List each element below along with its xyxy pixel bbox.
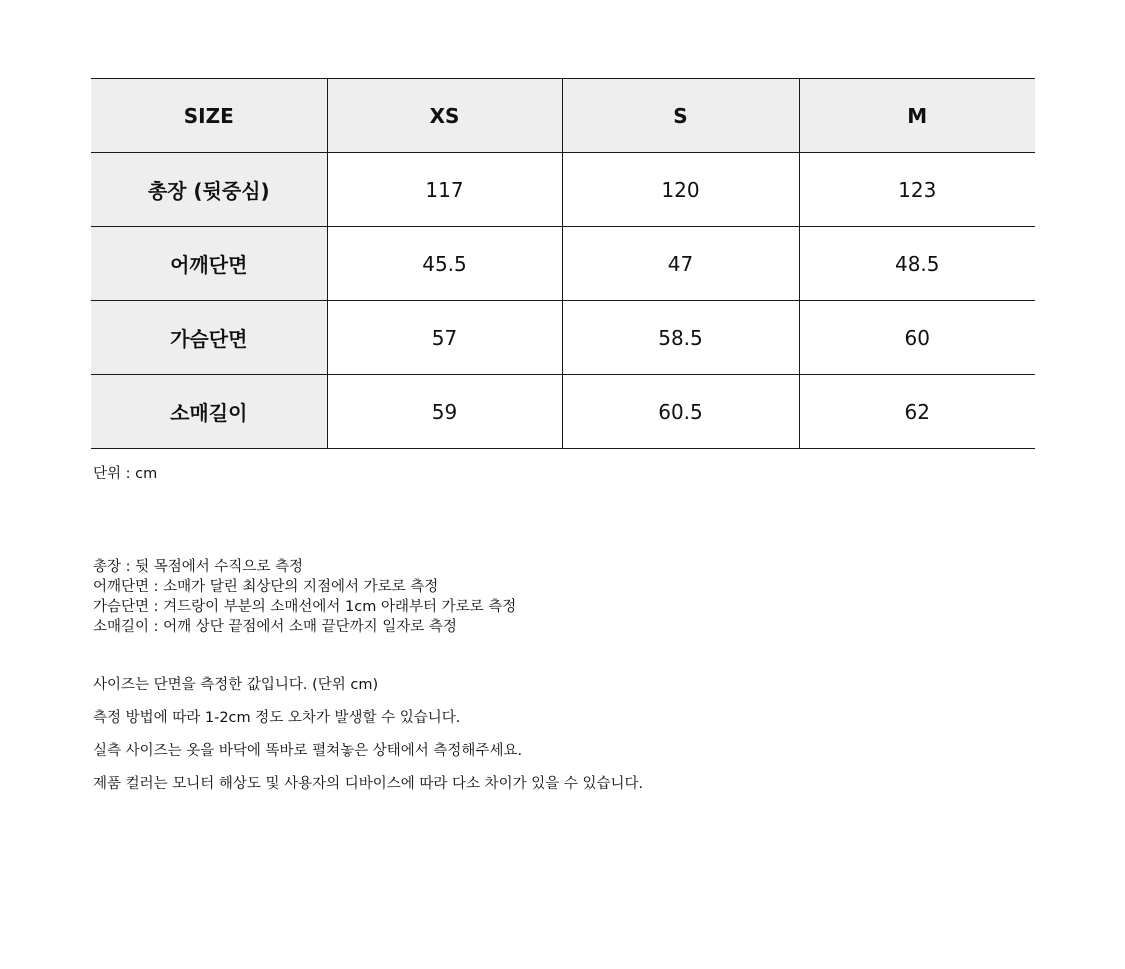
table-cell: 58.5 [562,301,799,375]
definition-item: 어깨단면 : 소매가 달린 최상단의 지점에서 가로로 측정 [93,579,439,595]
table-cell: 123 [799,153,1035,227]
table-cell: 60 [799,301,1035,375]
measurement-definitions [93,557,516,637]
table-cell: 60.5 [562,375,799,449]
table-row [91,227,1035,301]
table-cell: 57 [327,301,562,375]
note-item: 사이즈는 단면을 측정한 값입니다. (단위 cm) [93,677,379,693]
definition-item: 가슴단면 : 겨드랑이 부분의 소매선에서 1cm 아래부터 가로로 측정 [93,599,517,615]
row-label-chest-width: 가슴단면 [91,301,327,375]
table-cell: 45.5 [327,227,562,301]
table-cell: 47 [562,227,799,301]
row-label-total-length: 총장 (뒷중심) [91,153,327,227]
note-item: 실측 사이즈는 옷을 바닥에 똑바로 펼쳐놓은 상태에서 측정해주세요. [93,743,523,759]
note-item: 제품 컬러는 모니터 해상도 및 사용자의 디바이스에 따라 다소 차이가 있을 수 있습니다. [93,776,644,792]
header-size-s: S [562,79,799,153]
table-row [91,375,1035,449]
table-cell: 48.5 [799,227,1035,301]
definition-item: 소매길이 : 어깨 상단 끝점에서 소매 끝단까지 일자로 측정 [93,619,457,635]
table-row [91,301,1035,375]
table-cell: 117 [327,153,562,227]
table-cell: 120 [562,153,799,227]
header-size-xs: XS [327,79,562,153]
note-item: 측정 방법에 따라 1-2cm 정도 오차가 발생할 수 있습니다. [93,710,461,726]
table-row [91,153,1035,227]
header-size-label: SIZE [91,79,327,153]
header-size-m: M [799,79,1035,153]
size-header-row [91,79,1035,153]
size-notes [93,675,643,807]
size-chart-table [91,78,1035,449]
table-cell: 62 [799,375,1035,449]
unit-note: 단위 : cm [93,466,158,482]
definition-item: 총장 : 뒷 목점에서 수직으로 측정 [93,559,304,575]
table-cell: 59 [327,375,562,449]
row-label-sleeve-length: 소매길이 [91,375,327,449]
row-label-shoulder-width: 어깨단면 [91,227,327,301]
